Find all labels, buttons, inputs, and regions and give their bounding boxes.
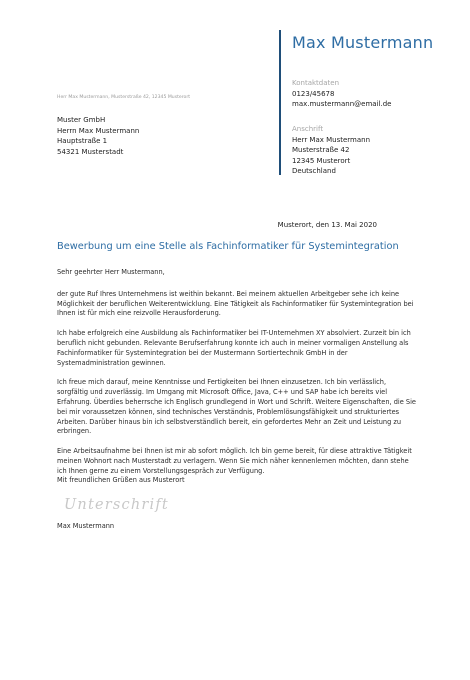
address-block bbox=[292, 124, 370, 177]
letter-subject: Bewerbung um eine Stelle als Fachinformatiker für Systemintegration bbox=[57, 241, 399, 252]
recipient-company: Muster GmbH bbox=[57, 116, 106, 124]
header-divider-line bbox=[279, 30, 281, 175]
address-country: Deutschland bbox=[292, 167, 336, 175]
contact-label: Kontaktdaten bbox=[292, 79, 340, 87]
signer-name: Max Mustermann bbox=[57, 522, 115, 530]
paragraph-1: der gute Ruf Ihres Unternehmens ist weithin bekannt. Bei meinem aktuellen Arbeitgeber sehe ich keine Möglichkeit der beruflichen Weiterentwicklung. Eine Tätigkeit als Fachinformatiker für Systemintegration bei Ihnen ist für mich eine reizvolle Herausforderung. bbox=[57, 289, 414, 318]
signature-placeholder: Unterschrift bbox=[64, 497, 169, 513]
letter-date: Musterort, den 13. Mai 2020 bbox=[277, 221, 377, 229]
applicant-name: Max Mustermann bbox=[292, 33, 434, 52]
address-label: Anschrift bbox=[292, 125, 324, 133]
address-street: Musterstraße 42 bbox=[292, 146, 350, 154]
recipient-block bbox=[57, 115, 139, 157]
address-name: Herr Max Mustermann bbox=[292, 135, 371, 144]
contact-email: max.mustermann@email.de bbox=[292, 100, 392, 108]
contact-block bbox=[292, 78, 391, 110]
paragraph-4: Eine Arbeitsaufnahme bei Ihnen ist mir ab sofort möglich. Ich bin gerne bereit, für diese attraktive Tätigkeit meinen Wohnort nach Musterstadt zu verlagern. Wenn Sie mich näher kennenlernen möchten, dann stehe ich Ihnen gerne zu einem Vorstellungsgespräch zur Verfügung. bbox=[57, 447, 412, 475]
sender-return-line: Herr Max Mustermann, Musterstraße 42, 12345 Musterort bbox=[57, 95, 191, 100]
contact-phone: 0123/45678 bbox=[292, 89, 335, 98]
salutation: Sehr geehrter Herr Mustermann, bbox=[57, 268, 165, 276]
address-city: 12345 Musterort bbox=[292, 156, 351, 165]
paragraph-2: Ich habe erfolgreich eine Ausbildung als Fachinformatiker bei IT-Unternehmen XY absolviert. Zurzeit bin ich beruflich nicht gebunden. Relevante Berufserfahrung konnte ich auch in meiner vormaligen Anstellung als Fachinformatiker für Systemintegration bei der Mustermann Sortiertechnik GmbH in der Systemadministration gewinnen. bbox=[57, 329, 411, 367]
recipient-street: Hauptstraße 1 bbox=[57, 137, 108, 145]
closing-line: Mit freundlichen Grüßen aus Musterort bbox=[57, 476, 185, 484]
recipient-name: Herrn Max Mustermann bbox=[57, 126, 140, 135]
recipient-city: 54321 Musterstadt bbox=[57, 147, 124, 156]
letter-body bbox=[57, 268, 417, 487]
paragraph-3: Ich freue mich darauf, meine Kenntnisse und Fertigkeiten bei Ihnen einzusetzen. Ich bin verlässlich, sorgfältig und zuverlässig. Im Umgang mit Microsoft Office, Java, C++ und SAP habe ich bereits viel Erfahrung. Überdies beherrsche ich Englisch grundlegend in Wort und Schrift. Weitere Eigenschaften, die Sie bei mir voraussetzen können, sind technisches Verständnis, Problemlösungsfähigkeit und strukturiertes Arbeiten. Darüber hinaus bin ich selbstverständlich bereit, ein gefordertes Mehr an Zeit und Leistung zu erbringen. bbox=[57, 378, 416, 436]
